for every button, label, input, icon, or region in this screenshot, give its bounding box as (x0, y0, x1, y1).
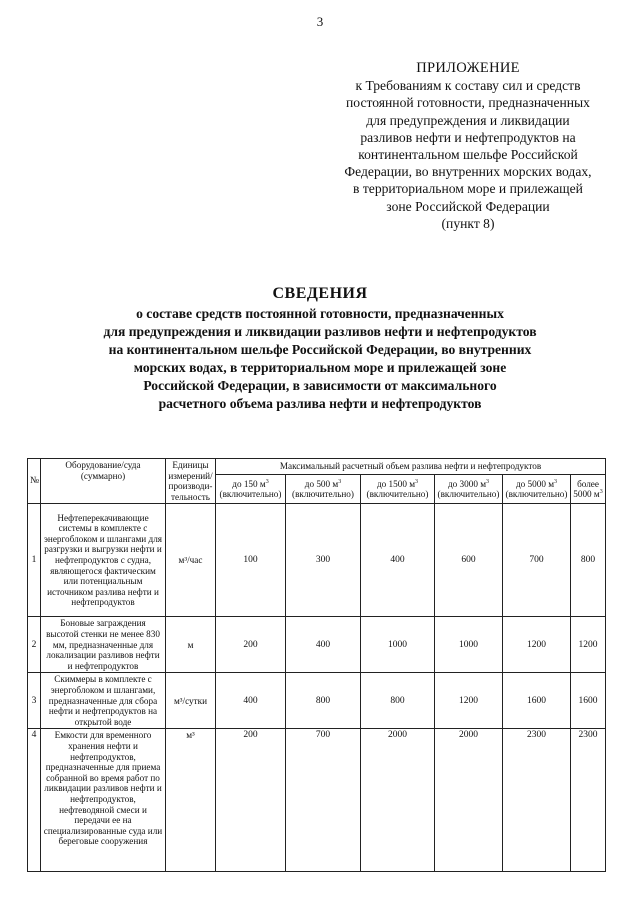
appendix-line: зоне Российской Федерации (386, 198, 550, 214)
header-volume-col: до 1500 $м^3$ (включительно) (361, 475, 435, 504)
row-value: 1200 (503, 617, 571, 673)
row-value: 100 (216, 504, 286, 617)
table-row (28, 729, 606, 872)
header-volume-col: до 500 $м^3$ (включительно) (286, 475, 361, 504)
appendix-block (318, 60, 618, 232)
header-volume-top: до 3000 м (447, 478, 487, 489)
subtitle-line: расчетного объема разлива нефти и нефтепродуктов (158, 396, 482, 411)
row-num: 3 (28, 673, 41, 729)
row-equipment: Емкости для временного хранения нефти и нефтепродуктов, предназначенные для приема собранной во время работ по ликвидации разливов нефти и нефтепродуктов, нефтеводяной смеси и передачи ее на специализированные суда или береговые сооружения (41, 729, 166, 872)
page-number: 3 (316, 14, 324, 29)
row-equipment: Скиммеры в комплекте с энергоблоком и шлангами, предназначенные для сбора нефти и нефтепродуктов на открытой воде (41, 673, 166, 729)
header-volume-bottom: (включительно) (437, 489, 500, 500)
header-volume-col: до 3000 $м^3$ (включительно) (435, 475, 503, 504)
header-volume-top: более (577, 478, 599, 489)
info-block (80, 285, 560, 413)
subtitle-line: о составе средств постоянной готовности, предназначенных (136, 306, 504, 321)
header-units: Единицы измерений/ производи- тельность (166, 459, 216, 504)
subtitle-line: на континентальном шельфе Российской Федерации, во внутренних (108, 342, 532, 357)
header-volume-col: до 5000 $м^3$ (включительно) (503, 475, 571, 504)
row-value: 2000 (435, 729, 503, 872)
row-value: 1000 (361, 617, 435, 673)
document-title: СВЕДЕНИЯ (272, 285, 368, 302)
row-unit: м³ (166, 729, 216, 872)
row-unit: м³/сутки (166, 673, 216, 729)
appendix-line: к Требованиям к составу сил и средств (355, 78, 581, 94)
table-row (28, 673, 606, 729)
row-value: 300 (286, 504, 361, 617)
subtitle-line: для предупреждения и ликвидации разливов нефти и нефтепродуктов (103, 324, 537, 339)
table-row (28, 617, 606, 673)
row-value: 1600 (503, 673, 571, 729)
header-volume-bottom: (включительно) (292, 489, 354, 500)
header-row (28, 459, 606, 475)
row-num: 2 (28, 617, 41, 673)
appendix-line: для предупреждения и ликвидации (366, 112, 570, 128)
appendix-line: в территориальном море и прилежащей (353, 181, 583, 197)
row-equipment: Боновые заграждения высотой стенки не менее 830 мм, предназначенные для локализации разливов нефти и нефтепродуктов (41, 617, 166, 673)
appendix-line: разливов нефти и нефтепродуктов на (360, 129, 576, 145)
equipment-table (27, 458, 606, 872)
row-equipment: Нефтеперекачивающие системы в комплекте с энергоблоком и шлангами для разгрузки и выгрузки нефти и нефтепродуктов с судна, являющегося фактическим или потенциальным источником разлива нефти и нефтепродуктов (41, 504, 166, 617)
header-volume-bottom: (включительно) (505, 489, 568, 500)
header-volume-col: до 150 $м^3$ (включительно) (216, 475, 286, 504)
appendix-line: постоянной готовности, предназначенных (346, 95, 590, 111)
table-row (28, 504, 606, 617)
row-value: 400 (286, 617, 361, 673)
row-unit: м³/час (166, 504, 216, 617)
appendix-heading: ПРИЛОЖЕНИЕ (416, 60, 520, 76)
row-value: 800 (571, 504, 606, 617)
appendix-line: континентальном шельфе Российской (358, 147, 578, 163)
row-value: 700 (286, 729, 361, 872)
row-value: 200 (216, 617, 286, 673)
header-volume-bottom: (включительно) (219, 489, 282, 500)
header-volume-top: до 150 м (232, 478, 266, 489)
row-num: 1 (28, 504, 41, 617)
header-volume-bottom: (включительно) (366, 489, 429, 500)
header-volume-top: до 1500 м (376, 478, 416, 489)
header-volume-col: более 5000 $м^3$ (571, 475, 606, 504)
row-value: 2300 (503, 729, 571, 872)
header-max-volume: Максимальный расчетный объем разлива нефти и нефтепродуктов (216, 459, 606, 475)
row-value: 600 (435, 504, 503, 617)
subtitle-line: Российской Федерации, в зависимости от максимального (143, 378, 497, 393)
header-equipment: Оборудование/суда (суммарно) (41, 459, 166, 504)
header-volume-top: до 5000 м (515, 478, 555, 489)
row-value: 2000 (361, 729, 435, 872)
header-volume-top: до 500 м (304, 478, 339, 489)
row-value: 200 (216, 729, 286, 872)
header-num: № (28, 459, 41, 504)
row-value: 2300 (571, 729, 606, 872)
appendix-line: (пункт 8) (441, 215, 495, 231)
row-value: 1200 (435, 673, 503, 729)
row-value: 800 (361, 673, 435, 729)
row-num: 4 (28, 729, 41, 872)
row-value: 1600 (571, 673, 606, 729)
row-value: 1000 (435, 617, 503, 673)
row-value: 400 (361, 504, 435, 617)
row-value: 1200 (571, 617, 606, 673)
appendix-line: Федерации, во внутренних морских водах, (344, 164, 592, 180)
subtitle-line: морских водах, в территориальном море и прилежащей зоне (133, 360, 507, 375)
row-value: 800 (286, 673, 361, 729)
header-volume-bottom: 5000 м (573, 489, 600, 500)
row-unit: м (166, 617, 216, 673)
row-value: 400 (216, 673, 286, 729)
row-value: 700 (503, 504, 571, 617)
